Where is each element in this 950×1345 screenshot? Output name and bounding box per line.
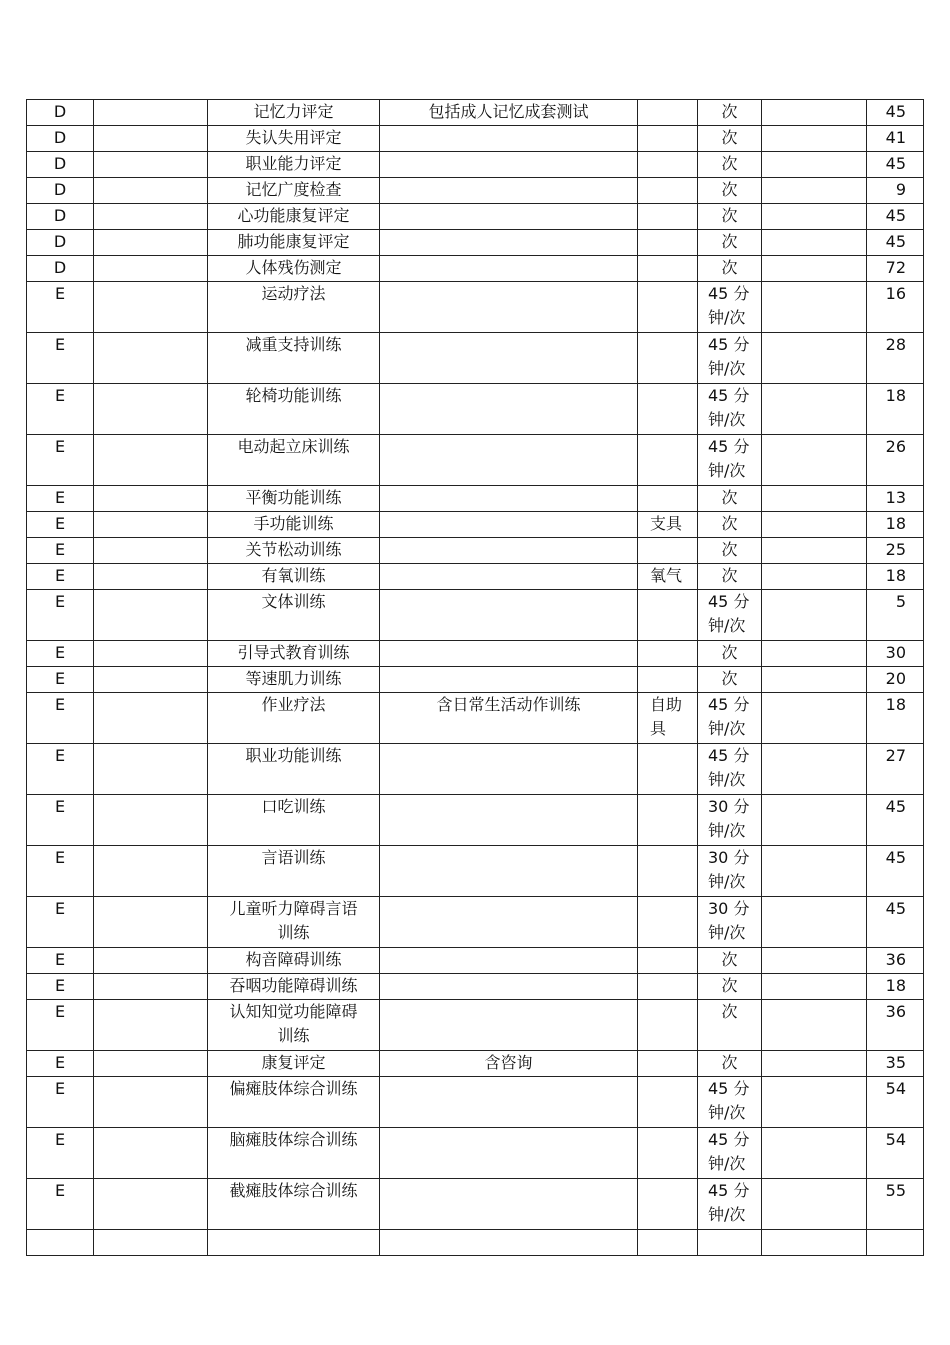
item-name-cell: 职业能力评定 <box>208 152 380 178</box>
item-name-cell: 引导式教育训练 <box>208 641 380 667</box>
remark-cell <box>762 486 867 512</box>
unit-cell: 次 <box>698 974 762 1000</box>
price-cell: 18 <box>867 693 924 744</box>
table-row <box>27 795 924 846</box>
material-cell <box>638 230 698 256</box>
item-note-cell <box>380 486 638 512</box>
item-name-cell: 认知知觉功能障碍 训练 <box>208 1000 380 1051</box>
code-cell <box>94 256 208 282</box>
code-cell <box>94 1000 208 1051</box>
material-cell <box>638 204 698 230</box>
price-cell: 5 <box>867 590 924 641</box>
remark-cell <box>762 948 867 974</box>
code-cell <box>94 126 208 152</box>
code-cell <box>94 333 208 384</box>
unit-cell: 45 分 钟/次 <box>698 1179 762 1230</box>
unit-cell: 次 <box>698 256 762 282</box>
material-cell <box>638 256 698 282</box>
item-name-cell: 减重支持训练 <box>208 333 380 384</box>
price-cell: 18 <box>867 974 924 1000</box>
material-cell <box>638 590 698 641</box>
price-cell: 45 <box>867 204 924 230</box>
material-cell <box>638 846 698 897</box>
item-name-cell: 轮椅功能训练 <box>208 384 380 435</box>
table-row <box>27 512 924 538</box>
remark-cell <box>762 538 867 564</box>
code-cell <box>94 1077 208 1128</box>
category-cell: E <box>27 590 94 641</box>
item-name-cell: 电动起立床训练 <box>208 435 380 486</box>
unit-cell: 次 <box>698 230 762 256</box>
table-row <box>27 1179 924 1230</box>
remark-cell <box>762 897 867 948</box>
table-row <box>27 641 924 667</box>
price-cell: 36 <box>867 1000 924 1051</box>
item-name-cell: 心功能康复评定 <box>208 204 380 230</box>
empty-cell <box>762 1230 867 1256</box>
item-name-cell: 运动疗法 <box>208 282 380 333</box>
table-row <box>27 1051 924 1077</box>
empty-cell <box>698 1230 762 1256</box>
code-cell <box>94 282 208 333</box>
item-name-cell: 等速肌力训练 <box>208 667 380 693</box>
price-cell: 18 <box>867 564 924 590</box>
item-name-cell: 职业功能训练 <box>208 744 380 795</box>
code-cell <box>94 512 208 538</box>
table-row <box>27 100 924 126</box>
code-cell <box>94 846 208 897</box>
price-cell: 30 <box>867 641 924 667</box>
item-name-cell: 偏瘫肢体综合训练 <box>208 1077 380 1128</box>
item-name-cell: 截瘫肢体综合训练 <box>208 1179 380 1230</box>
table-row <box>27 564 924 590</box>
code-cell <box>94 795 208 846</box>
empty-cell <box>380 1230 638 1256</box>
category-cell: E <box>27 693 94 744</box>
category-cell: E <box>27 795 94 846</box>
table-row <box>27 282 924 333</box>
unit-cell: 30 分 钟/次 <box>698 846 762 897</box>
unit-cell: 次 <box>698 152 762 178</box>
unit-cell: 45 分 钟/次 <box>698 744 762 795</box>
code-cell <box>94 230 208 256</box>
unit-cell: 30 分 钟/次 <box>698 897 762 948</box>
code-cell <box>94 204 208 230</box>
material-cell <box>638 152 698 178</box>
item-note-cell <box>380 204 638 230</box>
code-cell <box>94 1051 208 1077</box>
remark-cell <box>762 1051 867 1077</box>
unit-cell: 45 分 钟/次 <box>698 1077 762 1128</box>
table-row <box>27 256 924 282</box>
table-row <box>27 152 924 178</box>
material-cell <box>638 100 698 126</box>
unit-cell: 45 分 钟/次 <box>698 1128 762 1179</box>
item-note-cell <box>380 974 638 1000</box>
price-cell: 27 <box>867 744 924 795</box>
item-note-cell <box>380 795 638 846</box>
material-cell: 氧气 <box>638 564 698 590</box>
code-cell <box>94 486 208 512</box>
material-cell <box>638 178 698 204</box>
table-row <box>27 486 924 512</box>
remark-cell <box>762 693 867 744</box>
category-cell: E <box>27 435 94 486</box>
category-cell: E <box>27 744 94 795</box>
category-cell: E <box>27 333 94 384</box>
unit-cell: 次 <box>698 100 762 126</box>
unit-cell: 45 分 钟/次 <box>698 384 762 435</box>
price-cell: 55 <box>867 1179 924 1230</box>
price-cell: 35 <box>867 1051 924 1077</box>
item-note-cell <box>380 590 638 641</box>
unit-cell: 45 分 钟/次 <box>698 693 762 744</box>
item-name-cell: 失认失用评定 <box>208 126 380 152</box>
item-name-cell: 儿童听力障碍言语 训练 <box>208 897 380 948</box>
item-note-cell <box>380 282 638 333</box>
remark-cell <box>762 846 867 897</box>
empty-row <box>27 1230 924 1256</box>
price-cell: 41 <box>867 126 924 152</box>
empty-cell <box>638 1230 698 1256</box>
remark-cell <box>762 744 867 795</box>
item-name-cell: 记忆力评定 <box>208 100 380 126</box>
code-cell <box>94 100 208 126</box>
table-row <box>27 693 924 744</box>
category-cell: E <box>27 974 94 1000</box>
price-cell: 45 <box>867 897 924 948</box>
price-cell: 13 <box>867 486 924 512</box>
unit-cell: 次 <box>698 204 762 230</box>
item-note-cell <box>380 641 638 667</box>
item-name-cell: 人体残伤测定 <box>208 256 380 282</box>
price-cell: 20 <box>867 667 924 693</box>
table-row <box>27 744 924 795</box>
table-row <box>27 230 924 256</box>
item-name-cell: 口吃训练 <box>208 795 380 846</box>
code-cell <box>94 897 208 948</box>
material-cell <box>638 1128 698 1179</box>
item-name-cell: 平衡功能训练 <box>208 486 380 512</box>
remark-cell <box>762 100 867 126</box>
remark-cell <box>762 435 867 486</box>
remark-cell <box>762 256 867 282</box>
category-cell: D <box>27 204 94 230</box>
code-cell <box>94 1128 208 1179</box>
empty-cell <box>27 1230 94 1256</box>
item-name-cell: 肺功能康复评定 <box>208 230 380 256</box>
material-cell <box>638 897 698 948</box>
item-note-cell <box>380 744 638 795</box>
remark-cell <box>762 204 867 230</box>
category-cell: E <box>27 667 94 693</box>
empty-cell <box>94 1230 208 1256</box>
material-cell <box>638 538 698 564</box>
category-cell: D <box>27 178 94 204</box>
table-row <box>27 333 924 384</box>
code-cell <box>94 384 208 435</box>
table-row <box>27 126 924 152</box>
code-cell <box>94 590 208 641</box>
remark-cell <box>762 590 867 641</box>
price-cell: 54 <box>867 1128 924 1179</box>
table-row <box>27 948 924 974</box>
price-cell: 45 <box>867 846 924 897</box>
unit-cell: 次 <box>698 948 762 974</box>
category-cell: E <box>27 282 94 333</box>
code-cell <box>94 948 208 974</box>
category-cell: E <box>27 1179 94 1230</box>
item-name-cell: 记忆广度检查 <box>208 178 380 204</box>
material-cell <box>638 1179 698 1230</box>
item-note-cell <box>380 512 638 538</box>
item-note-cell <box>380 384 638 435</box>
category-cell: E <box>27 564 94 590</box>
unit-cell: 次 <box>698 1000 762 1051</box>
table-row <box>27 1128 924 1179</box>
unit-cell: 次 <box>698 126 762 152</box>
code-cell <box>94 178 208 204</box>
table-row <box>27 435 924 486</box>
material-cell <box>638 974 698 1000</box>
remark-cell <box>762 641 867 667</box>
remark-cell <box>762 230 867 256</box>
item-note-cell <box>380 333 638 384</box>
item-note-cell <box>380 435 638 486</box>
category-cell: D <box>27 256 94 282</box>
remark-cell <box>762 282 867 333</box>
item-name-cell: 作业疗法 <box>208 693 380 744</box>
price-cell: 25 <box>867 538 924 564</box>
code-cell <box>94 974 208 1000</box>
material-cell <box>638 1051 698 1077</box>
code-cell <box>94 1179 208 1230</box>
material-cell <box>638 384 698 435</box>
material-cell <box>638 333 698 384</box>
material-cell <box>638 486 698 512</box>
item-name-cell: 手功能训练 <box>208 512 380 538</box>
fee-table <box>26 99 924 1256</box>
table-row <box>27 538 924 564</box>
category-cell: E <box>27 486 94 512</box>
material-cell <box>638 948 698 974</box>
unit-cell: 次 <box>698 486 762 512</box>
category-cell: D <box>27 100 94 126</box>
item-note-cell: 含咨询 <box>380 1051 638 1077</box>
unit-cell: 次 <box>698 1051 762 1077</box>
item-name-cell: 吞咽功能障碍训练 <box>208 974 380 1000</box>
table-row <box>27 846 924 897</box>
remark-cell <box>762 974 867 1000</box>
item-name-cell: 文体训练 <box>208 590 380 641</box>
unit-cell: 45 分 钟/次 <box>698 333 762 384</box>
table-row <box>27 667 924 693</box>
item-note-cell <box>380 897 638 948</box>
code-cell <box>94 564 208 590</box>
item-note-cell <box>380 178 638 204</box>
unit-cell: 次 <box>698 512 762 538</box>
category-cell: E <box>27 538 94 564</box>
material-cell <box>638 282 698 333</box>
material-cell <box>638 744 698 795</box>
category-cell: E <box>27 512 94 538</box>
price-cell: 26 <box>867 435 924 486</box>
remark-cell <box>762 1077 867 1128</box>
unit-cell: 45 分 钟/次 <box>698 435 762 486</box>
item-note-cell <box>380 126 638 152</box>
price-cell: 72 <box>867 256 924 282</box>
category-cell: E <box>27 846 94 897</box>
material-cell <box>638 667 698 693</box>
remark-cell <box>762 152 867 178</box>
category-cell: E <box>27 897 94 948</box>
remark-cell <box>762 512 867 538</box>
table-row <box>27 204 924 230</box>
table-row <box>27 178 924 204</box>
unit-cell: 45 分 钟/次 <box>698 590 762 641</box>
item-note-cell <box>380 152 638 178</box>
item-name-cell: 关节松动训练 <box>208 538 380 564</box>
code-cell <box>94 693 208 744</box>
code-cell <box>94 744 208 795</box>
item-note-cell <box>380 1128 638 1179</box>
item-note-cell <box>380 1179 638 1230</box>
remark-cell <box>762 178 867 204</box>
code-cell <box>94 667 208 693</box>
price-cell: 28 <box>867 333 924 384</box>
category-cell: D <box>27 152 94 178</box>
remark-cell <box>762 384 867 435</box>
table-row <box>27 384 924 435</box>
material-cell <box>638 641 698 667</box>
unit-cell: 次 <box>698 178 762 204</box>
price-cell: 45 <box>867 230 924 256</box>
category-cell: D <box>27 126 94 152</box>
category-cell: D <box>27 230 94 256</box>
remark-cell <box>762 667 867 693</box>
category-cell: E <box>27 1077 94 1128</box>
material-cell <box>638 126 698 152</box>
remark-cell <box>762 564 867 590</box>
category-cell: E <box>27 1051 94 1077</box>
material-cell: 支具 <box>638 512 698 538</box>
item-name-cell: 言语训练 <box>208 846 380 897</box>
remark-cell <box>762 1128 867 1179</box>
unit-cell: 30 分 钟/次 <box>698 795 762 846</box>
remark-cell <box>762 795 867 846</box>
price-cell: 54 <box>867 1077 924 1128</box>
item-note-cell <box>380 846 638 897</box>
remark-cell <box>762 1000 867 1051</box>
empty-cell <box>867 1230 924 1256</box>
item-note-cell <box>380 256 638 282</box>
remark-cell <box>762 333 867 384</box>
item-note-cell <box>380 1000 638 1051</box>
material-cell <box>638 795 698 846</box>
item-name-cell: 脑瘫肢体综合训练 <box>208 1128 380 1179</box>
category-cell: E <box>27 1000 94 1051</box>
item-name-cell: 构音障碍训练 <box>208 948 380 974</box>
material-cell <box>638 1000 698 1051</box>
empty-cell <box>208 1230 380 1256</box>
item-note-cell <box>380 230 638 256</box>
item-note-cell: 包括成人记忆成套测试 <box>380 100 638 126</box>
table-row <box>27 974 924 1000</box>
code-cell <box>94 152 208 178</box>
table-row <box>27 897 924 948</box>
item-name-cell: 康复评定 <box>208 1051 380 1077</box>
unit-cell: 45 分 钟/次 <box>698 282 762 333</box>
code-cell <box>94 538 208 564</box>
remark-cell <box>762 126 867 152</box>
material-cell: 自助 具 <box>638 693 698 744</box>
remark-cell <box>762 1179 867 1230</box>
category-cell: E <box>27 1128 94 1179</box>
category-cell: E <box>27 948 94 974</box>
price-cell: 9 <box>867 178 924 204</box>
category-cell: E <box>27 384 94 435</box>
price-cell: 18 <box>867 384 924 435</box>
price-cell: 16 <box>867 282 924 333</box>
item-note-cell <box>380 564 638 590</box>
material-cell <box>638 435 698 486</box>
price-cell: 45 <box>867 152 924 178</box>
price-cell: 45 <box>867 100 924 126</box>
item-note-cell: 含日常生活动作训练 <box>380 693 638 744</box>
item-note-cell <box>380 948 638 974</box>
category-cell: E <box>27 641 94 667</box>
table-row <box>27 590 924 641</box>
item-name-cell: 有氧训练 <box>208 564 380 590</box>
code-cell <box>94 435 208 486</box>
material-cell <box>638 1077 698 1128</box>
price-cell: 36 <box>867 948 924 974</box>
item-note-cell <box>380 1077 638 1128</box>
table-row <box>27 1077 924 1128</box>
price-cell: 18 <box>867 512 924 538</box>
item-note-cell <box>380 667 638 693</box>
unit-cell: 次 <box>698 667 762 693</box>
item-note-cell <box>380 538 638 564</box>
unit-cell: 次 <box>698 564 762 590</box>
table-row <box>27 1000 924 1051</box>
code-cell <box>94 641 208 667</box>
price-cell: 45 <box>867 795 924 846</box>
unit-cell: 次 <box>698 538 762 564</box>
unit-cell: 次 <box>698 641 762 667</box>
